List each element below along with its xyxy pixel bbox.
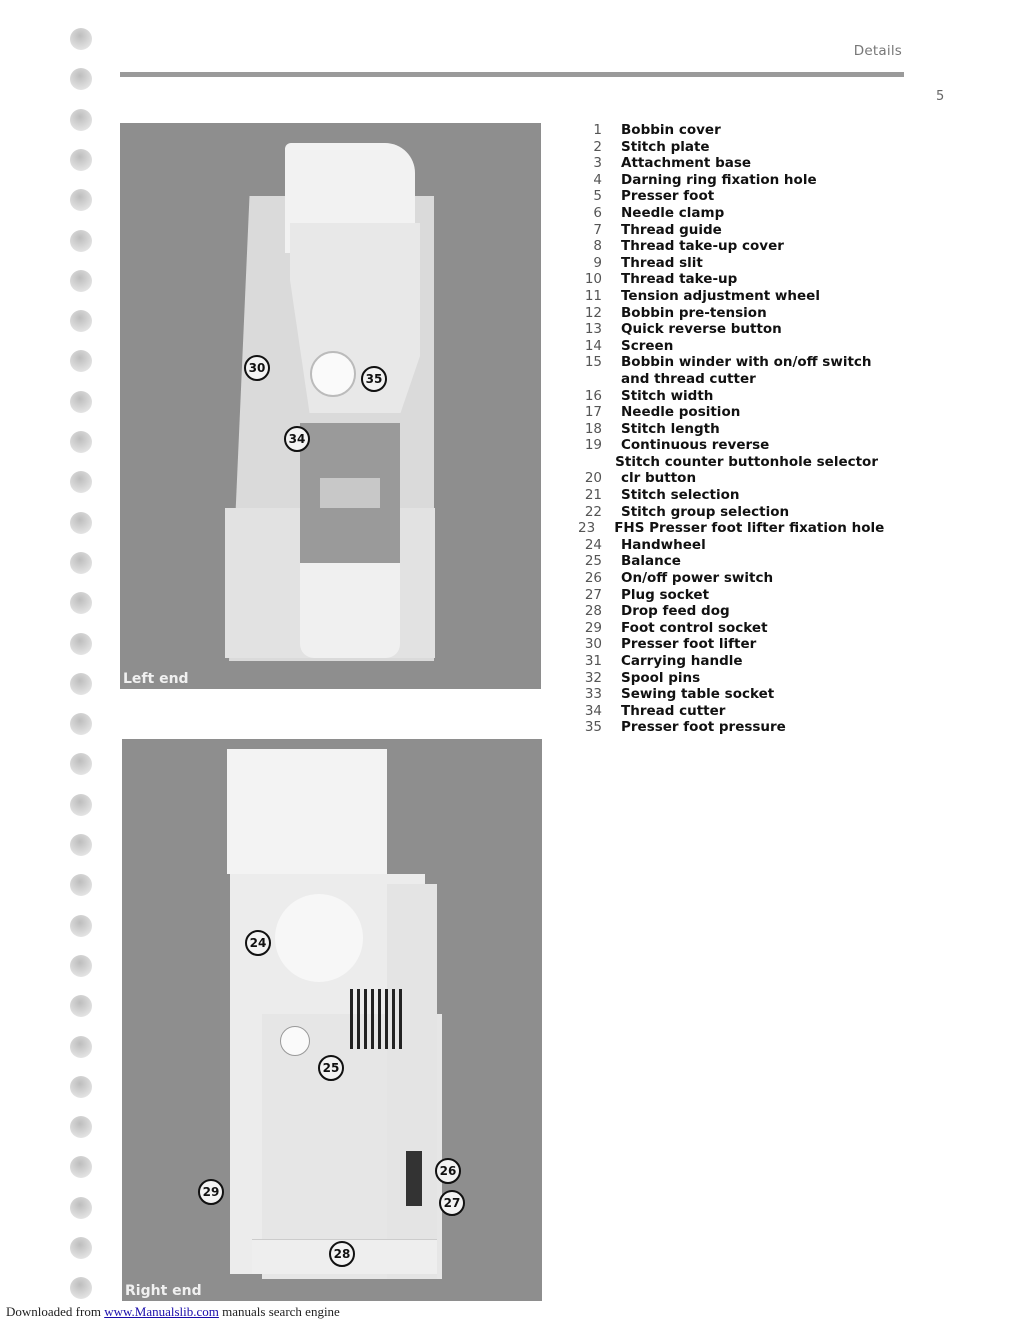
legend-label: Plug socket xyxy=(621,586,710,603)
legend-number: 11 xyxy=(584,287,602,304)
binder-hole xyxy=(70,1116,92,1138)
balance-dial xyxy=(280,1026,310,1056)
legend-item xyxy=(578,437,878,454)
legend-item xyxy=(578,504,878,521)
legend-number: 14 xyxy=(584,337,602,354)
legend-number: 35 xyxy=(584,719,602,736)
legend-label: Thread cutter xyxy=(621,702,726,719)
binder-hole xyxy=(70,552,92,574)
binder-hole xyxy=(70,1277,92,1299)
binder-hole xyxy=(70,834,92,856)
legend-label: Screen xyxy=(621,337,674,354)
handwheel xyxy=(275,894,363,982)
callout-24: 24 xyxy=(245,930,271,956)
legend-number: 25 xyxy=(584,553,602,570)
binder-hole xyxy=(70,1197,92,1219)
legend-item xyxy=(578,703,878,720)
legend-item xyxy=(578,454,878,471)
callout-26: 26 xyxy=(435,1158,461,1184)
legend-item xyxy=(578,155,878,172)
legend-number: 7 xyxy=(593,221,602,238)
legend-item xyxy=(578,222,878,239)
legend-item xyxy=(578,172,878,189)
legend-item xyxy=(578,719,878,736)
binder-hole xyxy=(70,28,92,50)
legend-label: Needle clamp xyxy=(621,204,725,221)
legend-label: Sewing table socket xyxy=(621,686,775,703)
binder-hole xyxy=(70,109,92,131)
binder-hole xyxy=(70,1237,92,1259)
footer-prefix: Downloaded from xyxy=(6,1304,105,1319)
legend-item xyxy=(578,404,878,421)
section-title: Details xyxy=(853,43,902,59)
machine-right-panel xyxy=(387,884,437,1279)
legend-label: Carrying handle xyxy=(621,653,743,669)
legend-number: 34 xyxy=(584,702,602,719)
binder-hole xyxy=(70,350,92,372)
legend-number: 5 xyxy=(593,188,602,205)
binder-hole xyxy=(70,230,92,252)
legend-number: 16 xyxy=(584,387,602,404)
binder-hole xyxy=(70,1156,92,1178)
legend-number: 28 xyxy=(584,603,602,620)
legend-number: 4 xyxy=(593,171,602,188)
legend-number: 20 xyxy=(584,470,602,487)
legend-number: 29 xyxy=(584,619,602,636)
legend-item xyxy=(578,421,878,438)
legend-label: Darning ring fixation hole xyxy=(621,171,817,188)
legend-item xyxy=(578,487,878,504)
legend-item xyxy=(578,321,878,338)
legend-item xyxy=(578,636,878,653)
legend-item xyxy=(578,653,878,670)
legend-item xyxy=(578,371,878,388)
binder-hole xyxy=(70,995,92,1017)
binder-hole xyxy=(70,310,92,332)
legend-number xyxy=(578,371,602,388)
legend-label: and thread cutter xyxy=(621,370,756,387)
binder-hole xyxy=(70,512,92,534)
legend-label: Stitch length xyxy=(621,420,720,437)
legend-item xyxy=(578,587,878,604)
binder-hole xyxy=(70,391,92,413)
legend-number: 27 xyxy=(584,586,602,603)
legend-item xyxy=(578,205,878,222)
callout-28: 28 xyxy=(329,1241,355,1267)
legend-label: Handwheel xyxy=(621,536,706,553)
legend-label: Spool pins xyxy=(621,669,701,686)
legend-item xyxy=(578,603,878,620)
legend-number: 26 xyxy=(584,570,602,587)
legend-label: Stitch plate xyxy=(621,138,710,155)
legend-label: Stitch counter buttonhole selector xyxy=(615,453,878,470)
legend-number: 19 xyxy=(584,437,602,454)
callout-35: 35 xyxy=(361,366,387,392)
figure-caption: Right end xyxy=(125,1283,202,1299)
legend-label: Stitch width xyxy=(621,387,714,404)
binder-hole xyxy=(70,673,92,695)
legend-number: 31 xyxy=(584,653,602,669)
legend-item xyxy=(578,238,878,255)
callout-29: 29 xyxy=(198,1179,224,1205)
legend-item xyxy=(578,520,885,537)
binder-hole xyxy=(70,915,92,937)
legend-number: 33 xyxy=(584,686,602,703)
legend-label: Needle position xyxy=(621,404,741,421)
legend-item xyxy=(578,537,878,554)
binder-hole xyxy=(70,955,92,977)
binder-hole xyxy=(70,713,92,735)
free-arm xyxy=(300,563,400,658)
legend-number: 24 xyxy=(584,536,602,553)
legend-number: 32 xyxy=(584,669,602,686)
legend-label: Balance xyxy=(621,553,681,570)
legend-label: Drop feed dog xyxy=(621,603,730,620)
power-switch xyxy=(406,1151,422,1206)
binder-hole xyxy=(70,633,92,655)
legend-item xyxy=(578,271,878,288)
legend-number: 10 xyxy=(584,271,602,288)
legend-item xyxy=(578,288,878,305)
presser-foot xyxy=(320,478,380,508)
figure-caption: Left end xyxy=(123,671,189,687)
legend-item xyxy=(578,620,878,637)
legend-label: Bobbin cover xyxy=(621,122,721,138)
legend-label: On/off power switch xyxy=(621,570,774,587)
machine-arm xyxy=(290,223,420,413)
legend-number: 22 xyxy=(584,503,602,520)
legend-number: 18 xyxy=(584,420,602,437)
vent-grille xyxy=(350,989,406,1049)
page-number: 5 xyxy=(936,89,945,104)
legend-number: 3 xyxy=(593,155,602,172)
legend-item xyxy=(578,139,878,156)
parts-legend xyxy=(578,122,885,736)
legend-label: clr button xyxy=(621,470,697,487)
legend-label: Presser foot xyxy=(621,188,715,205)
legend-item xyxy=(578,686,878,703)
legend-item xyxy=(578,670,878,687)
legend-label: FHS Presser foot lifter fixation hole xyxy=(614,520,885,537)
pressure-dial xyxy=(310,351,356,397)
callout-25: 25 xyxy=(318,1055,344,1081)
binder-hole xyxy=(70,794,92,816)
binder-hole xyxy=(70,1076,92,1098)
header-divider xyxy=(120,72,904,77)
legend-item xyxy=(578,388,878,405)
legend-item xyxy=(578,122,878,139)
legend-item xyxy=(578,255,878,272)
callout-30: 30 xyxy=(244,355,270,381)
legend-label: Thread guide xyxy=(621,221,722,238)
legend-number: 30 xyxy=(584,636,602,653)
legend-number: 9 xyxy=(593,254,602,271)
legend-number: 2 xyxy=(593,138,602,155)
figure-right-end xyxy=(122,739,542,1301)
legend-number: 13 xyxy=(584,321,602,338)
legend-number: 12 xyxy=(584,304,602,321)
legend-item xyxy=(578,338,878,355)
binder-hole xyxy=(70,270,92,292)
binder-hole xyxy=(70,753,92,775)
legend-number: 6 xyxy=(593,204,602,221)
legend-label: Bobbin winder with on/off switch xyxy=(621,354,872,371)
legend-label: Quick reverse button xyxy=(621,321,782,338)
legend-number: 1 xyxy=(593,122,602,138)
footer-suffix: manuals search engine xyxy=(218,1304,340,1319)
legend-item xyxy=(578,188,878,205)
legend-item xyxy=(578,470,878,487)
legend-label: Thread slit xyxy=(621,254,703,271)
manualslib-link[interactable]: www.Manualslib.com xyxy=(104,1304,219,1319)
binder-hole xyxy=(70,68,92,90)
legend-number: 17 xyxy=(584,404,602,421)
legend-label: Thread take-up xyxy=(621,271,738,288)
legend-label: Continuous reverse xyxy=(621,437,770,454)
legend-item xyxy=(578,354,878,371)
legend-label: Bobbin pre-tension xyxy=(621,304,767,321)
binder-hole xyxy=(70,874,92,896)
binder-hole xyxy=(70,471,92,493)
callout-27: 27 xyxy=(439,1190,465,1216)
legend-number: 23 xyxy=(578,520,596,537)
legend-label: Attachment base xyxy=(621,155,752,172)
legend-number: 8 xyxy=(593,238,602,255)
legend-number: 21 xyxy=(584,487,602,504)
legend-label: Presser foot pressure xyxy=(621,719,786,736)
legend-number: 15 xyxy=(584,354,602,371)
legend-label: Foot control socket xyxy=(621,619,768,636)
binder-hole xyxy=(70,149,92,171)
figure-left-end xyxy=(120,123,541,689)
legend-item xyxy=(578,553,878,570)
legend-label: Stitch selection xyxy=(621,487,740,504)
binder-hole xyxy=(70,1036,92,1058)
legend-number xyxy=(578,454,596,471)
legend-item xyxy=(578,570,878,587)
machine-top xyxy=(227,749,387,874)
legend-label: Stitch group selection xyxy=(621,503,790,520)
binder-hole xyxy=(70,592,92,614)
binder-hole xyxy=(70,431,92,453)
footer-note xyxy=(6,1304,340,1320)
callout-34: 34 xyxy=(284,426,310,452)
legend-label: Presser foot lifter xyxy=(621,636,757,653)
legend-item xyxy=(578,305,878,322)
legend-label: Thread take-up cover xyxy=(621,238,784,255)
legend-label: Tension adjustment wheel xyxy=(621,287,820,304)
binder-hole xyxy=(70,189,92,211)
